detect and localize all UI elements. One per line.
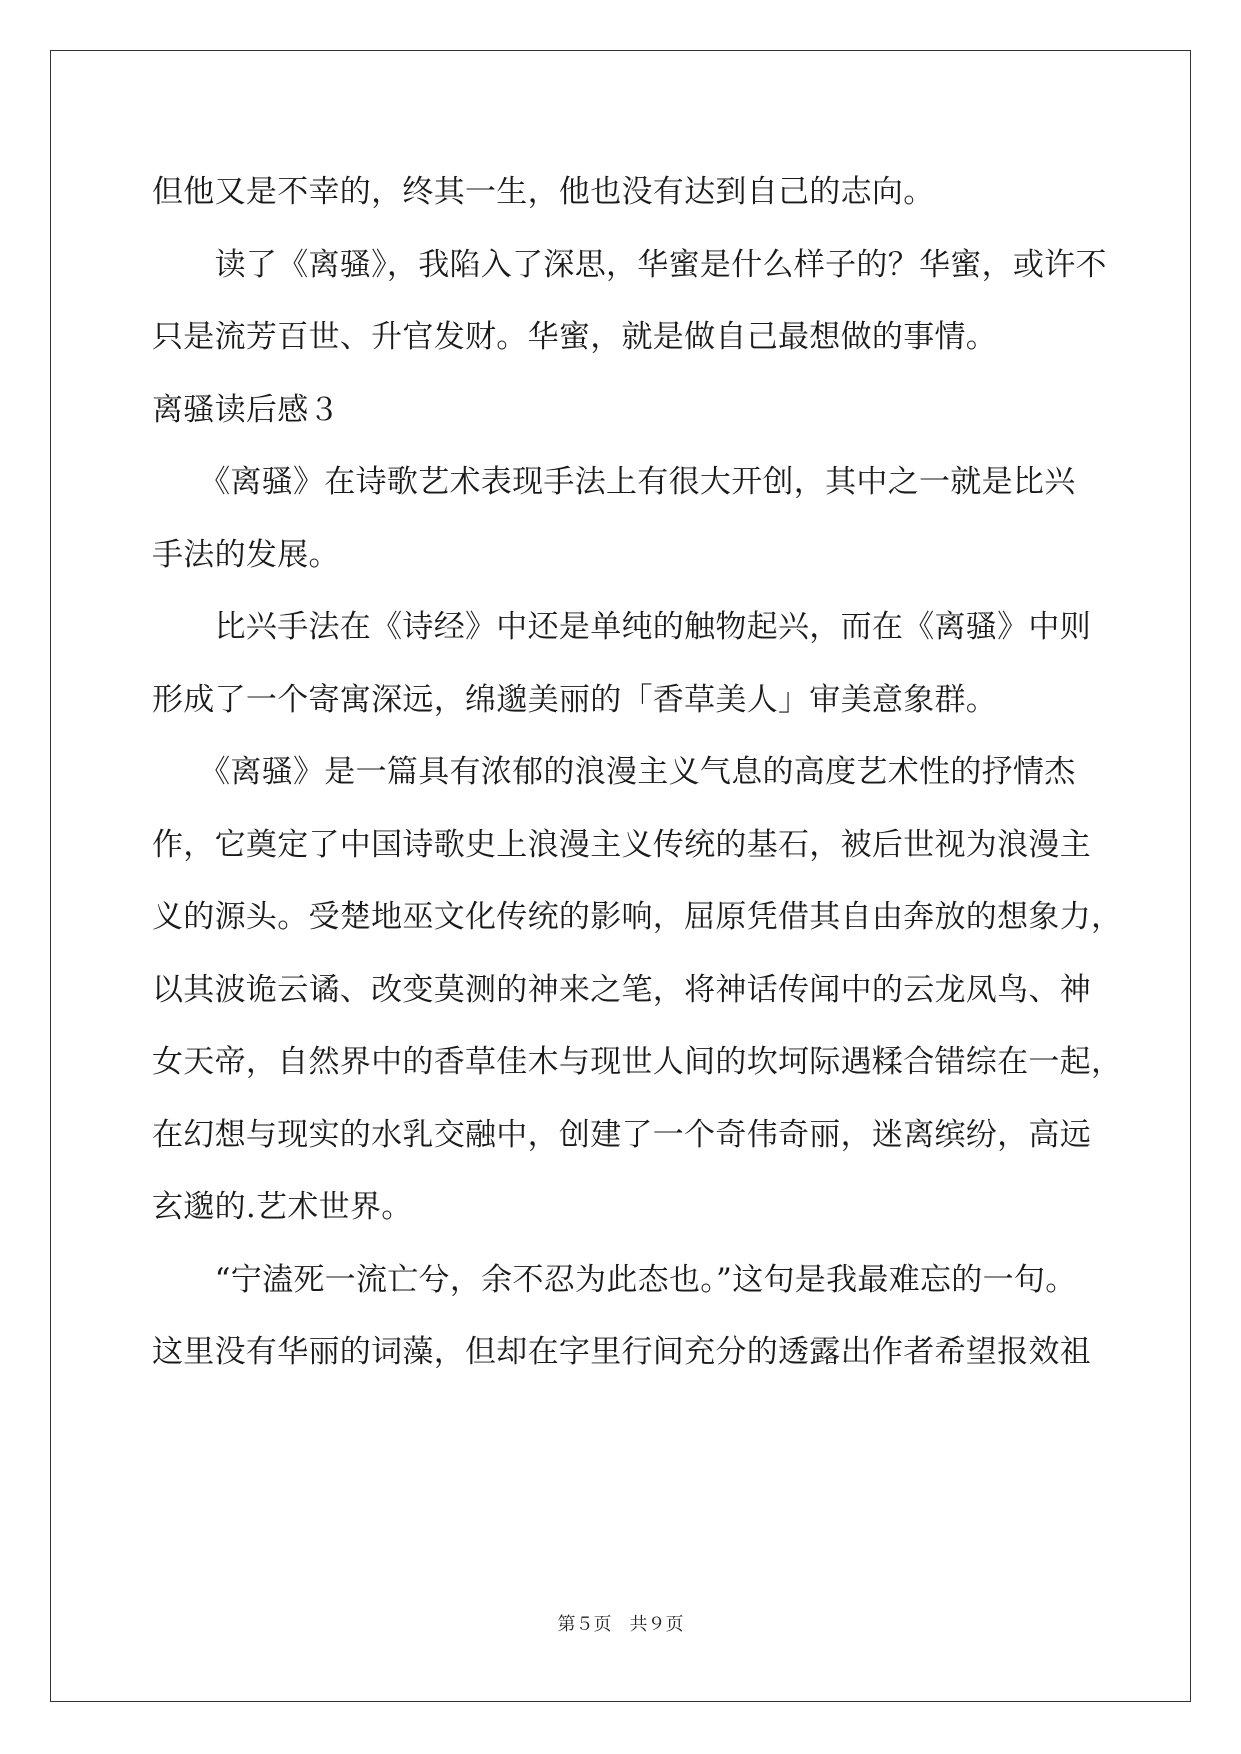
body-line: 女天帝，自然界中的香草佳木与现世人间的坎坷际遇糅合错综在一起， bbox=[152, 1044, 1123, 1080]
body-line: 《离骚》是一篇具有浓郁的浪漫主义气息的高度艺术性的抒情杰 bbox=[152, 754, 1076, 790]
body-line: 比兴手法在《诗经》中还是单纯的触物起兴，而在《离骚》中则 bbox=[152, 609, 1091, 645]
body-line: 只是流芳百世、升官发财。华蜜，就是做自己最想做的事情。 bbox=[152, 319, 998, 355]
body-line: 手法的发展。 bbox=[152, 536, 340, 573]
body-line: 形成了一个寄寓深远，绵邈美丽的「香草美人」审美意象群。 bbox=[152, 681, 998, 718]
body-line: 读了《离骚》，我陷入了深思，华蜜是什么样子的？华蜜，或许不 bbox=[152, 246, 1107, 283]
body-line: 玄邈的.艺术世界。 bbox=[152, 1189, 413, 1225]
body-line: “宁溘死一流亡兮，余不忍为此态也。”这句是我最难忘的一句。 bbox=[152, 1261, 1077, 1298]
body-line: 义的源头。受楚地巫文化传统的影响，屈原凭借其自由奔放的想象力， bbox=[152, 899, 1123, 935]
document-body bbox=[152, 156, 1123, 1389]
body-line: 这里没有华丽的词藻，但却在字里行间充分的透露出作者希望报效祖 bbox=[152, 1334, 1091, 1370]
page-number-footer: 第５页 共９页 bbox=[557, 1614, 684, 1635]
body-line: 作，它奠定了中国诗歌史上浪漫主义传统的基石，被后世视为浪漫主 bbox=[152, 826, 1091, 863]
body-line: 但他又是不幸的，终其一生，他也没有达到自己的志向。 bbox=[152, 174, 935, 210]
body-line: 《离骚》在诗歌艺术表现手法上有很大开创，其中之一就是比兴 bbox=[152, 464, 1076, 500]
body-line: 在幻想与现实的水乳交融中，创建了一个奇伟奇丽，迷离缤纷，高远 bbox=[152, 1116, 1091, 1153]
body-line: 以其波诡云谲、改变莫测的神来之笔，将神话传闻中的云龙凤鸟、神 bbox=[152, 971, 1091, 1008]
section-heading: 离骚读后感３ bbox=[152, 391, 340, 428]
